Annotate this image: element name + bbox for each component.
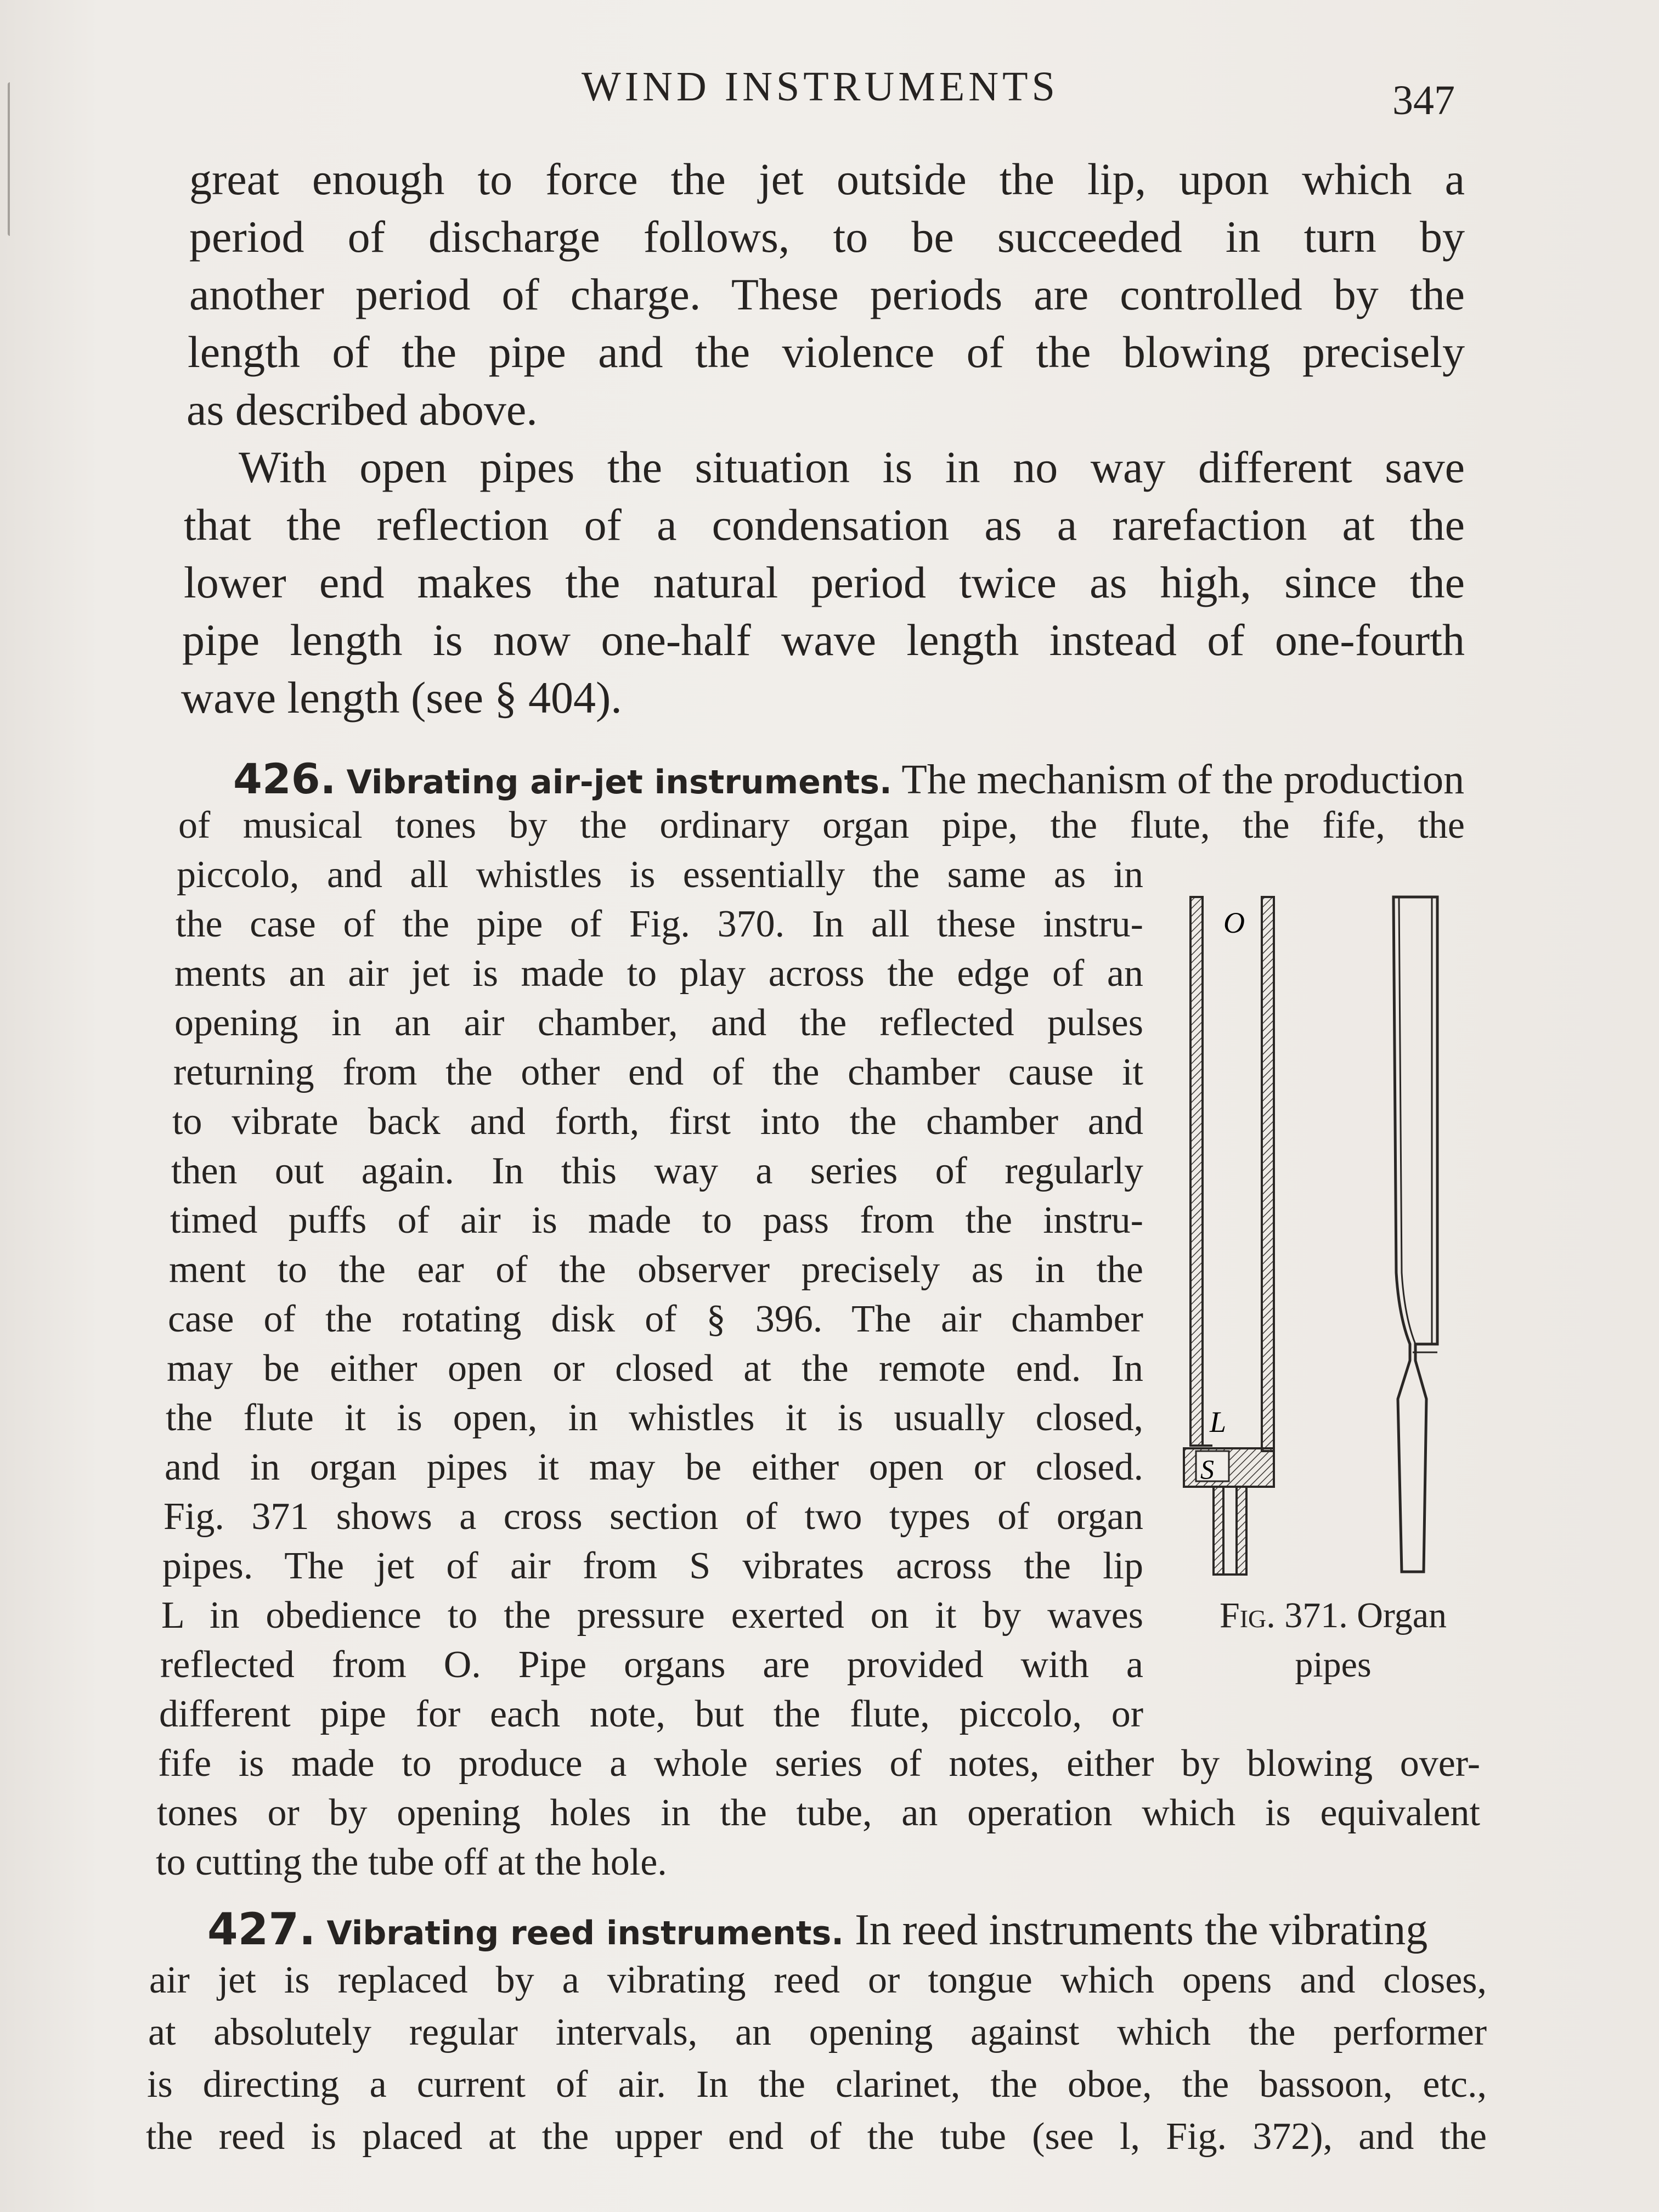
section-number: 426. [233, 754, 336, 803]
text-line: may be either open or closed at the remote end. In [167, 1347, 1143, 1390]
text-line: the reed is placed at the upper end of the tube (see l, Fig. 372), and the [146, 2115, 1487, 2158]
text-line: case of the rotating disk of § 396. The air chamber [168, 1298, 1143, 1340]
text-line: piccolo, and all whistles is essentially the same as in [177, 854, 1143, 896]
text-line: returning from the other end of the chamber cause it [173, 1051, 1143, 1093]
label-o: O [1223, 906, 1245, 939]
page-number: 347 [1392, 77, 1455, 123]
running-header: WIND INSTRUMENTS [582, 64, 1059, 110]
text-line: at absolutely regular intervals, an opening against which the performer [148, 2011, 1487, 2053]
section-first-line-text: In reed instruments the vibrating [855, 1906, 1428, 1954]
text-line: ment to the ear of the observer precisely as in the [169, 1249, 1143, 1291]
text-line: great enough to force the jet outside the lip, upon which a [189, 154, 1465, 204]
figure-caption: Fig. 371. Organ pipes [1220, 1595, 1447, 1685]
text-line: pipes. The jet of air from S vibrates across the lip [162, 1545, 1143, 1587]
section-number: 427. [207, 1904, 316, 1955]
text-line: period of discharge follows, to be succeeded in turn by [189, 212, 1465, 262]
text-line: reflected from O. Pipe organs are provided with a [160, 1644, 1143, 1686]
text-line: timed puffs of air is made to pass from the instru- [170, 1199, 1143, 1242]
text-line: that the reflection of a condensation as a rarefaction at the [184, 500, 1465, 550]
text-line: as described above. [187, 385, 538, 435]
text-line: the flute it is open, in whistles it is usually closed, [166, 1397, 1143, 1439]
text-line: the case of the pipe of Fig. 370. In all these instru- [176, 903, 1143, 945]
text-line: of musical tones by the ordinary organ pipe, the flute, the fife, the [178, 804, 1465, 847]
text-line: to cutting the tube off at the hole. [156, 1841, 667, 1883]
text-line: pipe length is now one-half wave length instead of one-fourth [182, 615, 1465, 665]
label-l: L [1210, 1406, 1227, 1438]
text-line: L in obedience to the pressure exerted on it by waves [161, 1594, 1143, 1637]
section-heading: Vibrating reed instruments. [326, 1914, 844, 1953]
text-line: air jet is replaced by a vibrating reed or tongue which opens and closes, [149, 1959, 1487, 2001]
text-line: another period of charge. These periods are controlled by the [189, 269, 1465, 319]
text-line: fife is made to produce a whole series of notes, either by blowing over- [158, 1742, 1480, 1785]
section-427-first-line [207, 1904, 1427, 1955]
text-line: opening in an air chamber, and the reflected pulses [174, 1002, 1143, 1044]
open-pipe-drawing [1393, 897, 1437, 1572]
text-line: With open pipes the situation is in no way different save [239, 442, 1465, 492]
section-first-line-text: The mechanism of the production [901, 757, 1465, 803]
text-line: tones or by opening holes in the tube, an operation which is equivalent [157, 1792, 1480, 1834]
text-line: and in organ pipes it may be either open or closed. [165, 1446, 1143, 1488]
section-heading: Vibrating air-jet instruments. [346, 763, 892, 802]
closed-pipe-drawing [1184, 897, 1274, 1575]
gutter-shadow [8, 82, 13, 236]
label-s: S [1200, 1454, 1214, 1485]
section-426-first-line [233, 754, 1464, 804]
text-line: to vibrate back and forth, first into the chamber and [172, 1101, 1143, 1143]
text-line: Fig. 371 shows a cross section of two types of organ [163, 1496, 1143, 1538]
text-line: length of the pipe and the violence of the blowing precisely [188, 327, 1465, 377]
text-line: then out again. In this way a series of regularly [171, 1150, 1143, 1192]
text-line: is directing a current of air. In the clarinet, the oboe, the bassoon, etc., [147, 2063, 1487, 2106]
text-line: ments an air jet is made to play across the edge of an [174, 952, 1143, 995]
organ-pipes-figure [1180, 889, 1487, 1580]
text-line: different pipe for each note, but the flute, piccolo, or [159, 1693, 1143, 1735]
text-line: wave length (see § 404). [181, 673, 622, 723]
text-line: lower end makes the natural period twice as high, since the [184, 557, 1465, 607]
